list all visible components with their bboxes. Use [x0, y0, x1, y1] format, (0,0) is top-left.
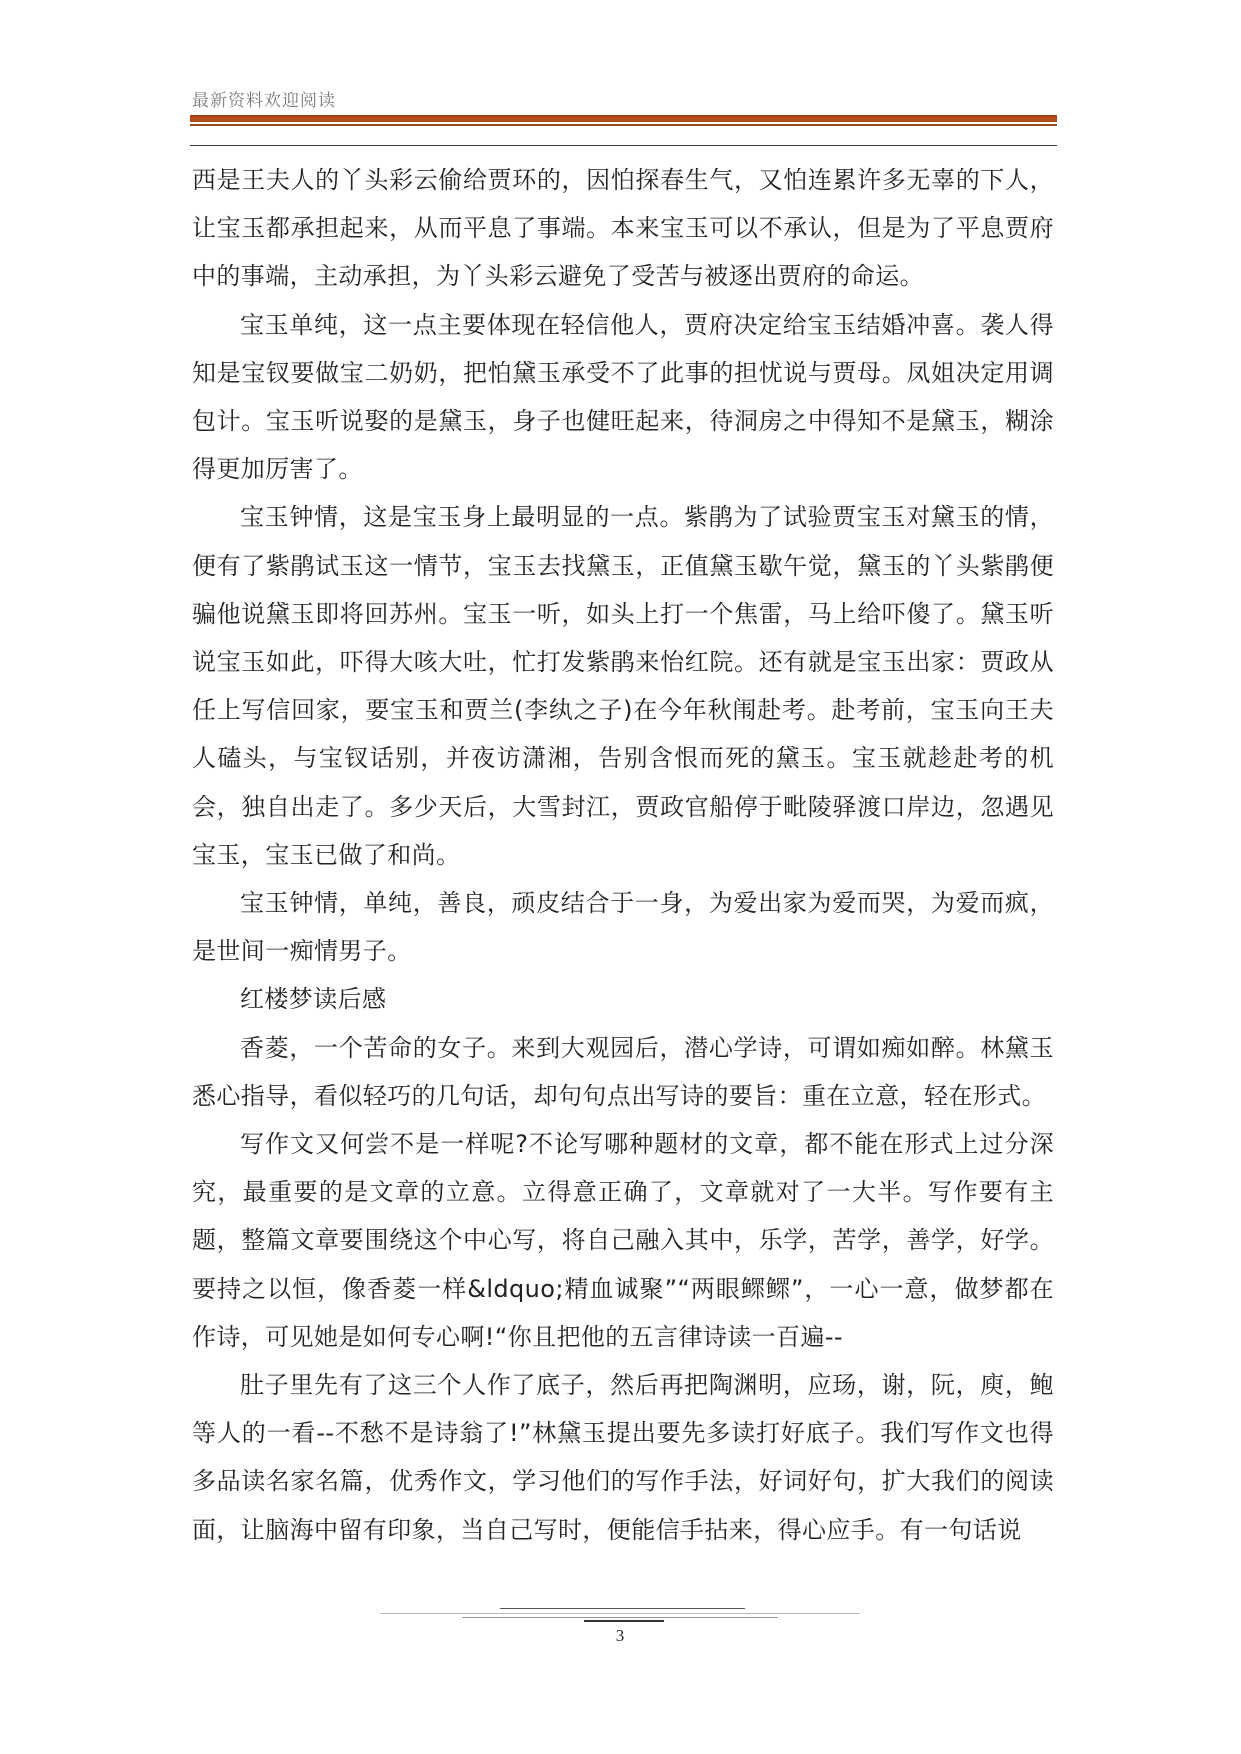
paragraph: 宝玉钟情，单纯，善良，顽皮结合于一身，为爱出家为爱而哭，为爱而疯，是世间一痴情男子。 [192, 889, 1054, 966]
paragraph: 宝玉单纯，这一点主要体现在轻信他人，贾府决定给宝玉结婚冲喜。袭人得知是宝钗要做宝二奶奶，把怕黛玉承受不了此事的担忧说与贾母。凤姐决定用调包计。宝玉听说娶的是黛玉，身子也健旺起来，待洞房之中得知不是黛玉，糊涂得更加厉害了。 [192, 310, 1054, 484]
section-heading: 红楼梦读后感 [240, 985, 387, 1014]
paragraph-continuation: 西是王夫人的丫头彩云偷给贾环的，因怕探春生气，又怕连累许多无辜的下人，让宝玉都承担起来，从而平息了事端。本来宝玉可以不承认，但是为了平息贾府中的事端，主动承担，为丫头彩云避免了受苦与被逐出贾府的命运。 [192, 166, 1054, 291]
footer-rule [462, 1617, 778, 1618]
footer-rule [380, 1613, 860, 1614]
header-rule-thick [190, 115, 1057, 122]
header-rule-under [190, 145, 1057, 146]
body-text [192, 156, 1054, 1554]
paragraph: 写作文又何尝不是一样呢?不论写哪种题材的文章，都不能在形式上过分深究，最重要的是文章的立意。立得意正确了，文章就对了一大半。写作要有主题，整篇文章要围绕这个中心写，将自己融入其中，乐学，苦学，善学，好学。要持之以恒，像香菱一样&ldquo;精血诚聚”“两眼鳏鳏”，一心一意，做梦都在作诗，可见她是如何专心啊!“你且把他的五言律诗读一百遍-- [192, 1130, 1054, 1351]
paragraph: 香菱，一个苦命的女子。来到大观园后，潜心学诗，可谓如痴如醉。林黛玉悉心指导，看似轻巧的几句话，却句句点出写诗的要旨：重在立意，轻在形式。 [192, 1033, 1054, 1110]
header-rule-thin [190, 124, 1057, 126]
paragraph: 肚子里先有了这三个人作了底子，然后再把陶渊明，应玚，谢，阮，庾，鲍等人的一看--不愁不是诗翁了!”林黛玉提出要先多读打好底子。我们写作文也得多品读名家名篇，优秀作文，学习他们的写作手法，好词好句，扩大我们的阅读面，让脑海中留有印象，当自己写时，便能信手拈来，得心应手。有一句话说 [192, 1371, 1054, 1544]
paragraph: 宝玉钟情，这是宝玉身上最明显的一点。紫鹃为了试验贾宝玉对黛玉的情，便有了紫鹃试玉这一情节，宝玉去找黛玉，正值黛玉歇午觉，黛玉的丫头紫鹃便骗他说黛玉即将回苏州。宝玉一听，如头上打一个焦雷，马上给吓傻了。黛玉听说宝玉如此，吓得大咳大吐，忙打发紫鹃来怡红院。还有就是宝玉出家：贾政从任上写信回家，要宝玉和贾兰(李纨之子)在今年秋闱赴考。赴考前，宝玉向王夫人磕头，与宝钗话别，并夜访潇湘，告别含恨而死的黛玉。宝玉就趁赴考的机会，独自出走了。多少天后，大雪封江，贾政官船停于毗陵驿渡口岸边，忽遇见宝玉，宝玉已做了和尚。 [192, 503, 1054, 869]
footer-rule [500, 1608, 745, 1609]
page-number: 3 [615, 1626, 625, 1645]
footer-rule [584, 1620, 664, 1622]
header-title: 最新资料欢迎阅读 [192, 91, 336, 111]
